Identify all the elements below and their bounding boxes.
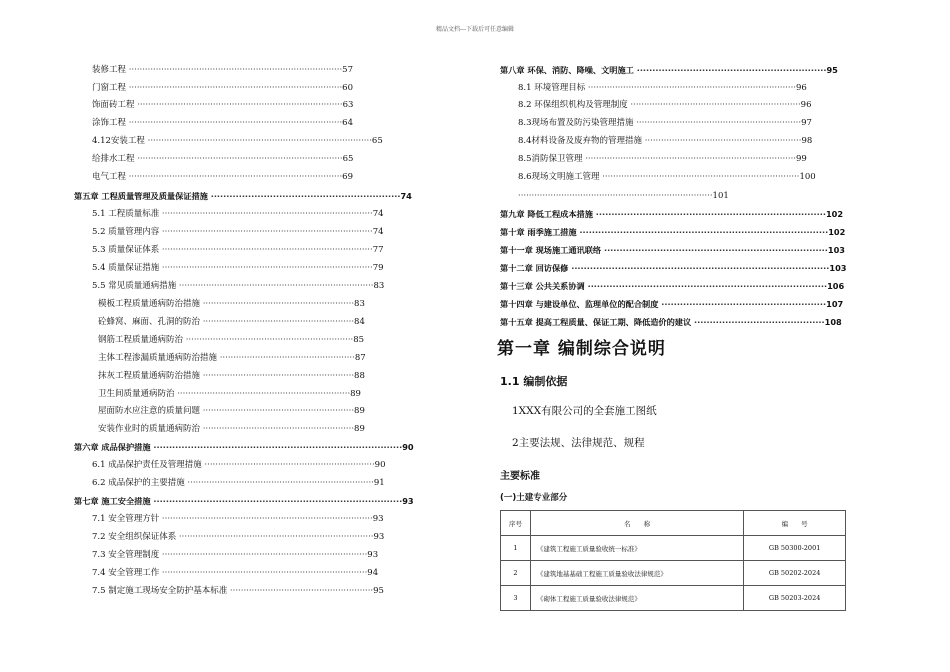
toc-leader-dots: ·············································································· (159, 514, 373, 524)
toc-leader-dots: ························································ (200, 424, 355, 434)
toc-entry-page: 63 (342, 100, 354, 110)
table-row (501, 586, 846, 611)
header-cell-name: 名 称 (530, 511, 743, 536)
row-number: 1 (501, 536, 531, 561)
toc-entry-label: 抹灰工程质量通病防治措施 (98, 371, 201, 381)
toc-leader-dots: ············································································ (134, 154, 343, 164)
toc-entry-page: 98 (801, 136, 813, 146)
left-toc-entry (98, 334, 386, 346)
toc-entry-page: 96 (795, 83, 807, 93)
toc-entry-label: 砼蜂窝、麻面、孔洞的防治 (98, 317, 201, 327)
left-toc-entry (74, 441, 414, 453)
toc-entry-page: 74 (372, 227, 384, 237)
left-toc-entry (92, 135, 412, 147)
toc-entry-label: 第十三章 公共关系协调 (500, 281, 585, 291)
toc-leader-dots: ··············································································· (126, 172, 343, 182)
toc-entry-page: 91 (373, 478, 385, 488)
left-toc-entry (98, 352, 386, 364)
toc-entry-page: 89 (354, 406, 365, 416)
toc-entry-page: 107 (826, 299, 844, 309)
toc-entry-page: 90 (402, 442, 414, 452)
right-toc-entry (500, 64, 838, 76)
toc-leader-dots: ··············································································· (126, 65, 343, 75)
toc-entry-page: 74 (372, 209, 384, 219)
row-name: 《建筑工程施工质量验收统一标准》 (530, 536, 743, 561)
right-toc-entry (518, 135, 834, 147)
toc-leader-dots: ························································ (200, 406, 355, 416)
right-toc-entry (500, 244, 845, 256)
toc-entry-page: 106 (827, 281, 845, 291)
right-toc-entry (518, 171, 842, 183)
toc-entry-label: 饰面砖工程 (92, 100, 135, 110)
row-number: 3 (501, 586, 531, 611)
toc-leader-dots: ····························································· (207, 191, 401, 201)
toc-entry-label: 第十一章 现场施工通讯联络 (500, 245, 602, 255)
toc-entry-label: 涂饰工程 (92, 118, 127, 128)
toc-entry-label: 4.12安装工程 (92, 136, 145, 146)
toc-entry-page: 65 (371, 136, 383, 146)
toc-entry-label: 模板工程质量通病防治措施 (98, 299, 201, 309)
toc-leader-dots: ·························································· (642, 136, 802, 146)
toc-leader-dots: ·············································································· (159, 209, 373, 219)
left-toc-entry (98, 316, 386, 328)
toc-leader-dots: ················································································ (150, 496, 403, 506)
row-code: GB 50202-2024 (744, 561, 846, 586)
row-name: 《砌体工程施工质量验收法律规范》 (530, 586, 743, 611)
toc-leader-dots: ············································································ (159, 568, 368, 578)
toc-leader-dots: ·········································································· (592, 209, 826, 219)
left-toc-entry (92, 513, 410, 525)
toc-leader-dots: ········································································ (518, 191, 713, 201)
toc-entry-page: 89 (354, 424, 365, 434)
left-toc-entry (92, 117, 382, 129)
toc-entry-page: 74 (400, 191, 412, 201)
toc-entry-label: 8.4材料设备及废弃物的管理措施 (518, 136, 643, 146)
toc-leader-dots: ····································································· (184, 478, 374, 488)
toc-entry-page: 83 (354, 299, 365, 309)
toc-leader-dots: ··············································································· (126, 118, 343, 128)
toc-leader-dots: ··············································································· (126, 83, 343, 93)
row-code: GB 50300-2001 (744, 536, 846, 561)
left-toc-entry (92, 226, 410, 238)
right-toc-entry (518, 153, 834, 165)
toc-leader-dots: ············································································ (159, 550, 368, 560)
toc-leader-dots: ············································································· (585, 83, 796, 93)
right-toc-entry (500, 262, 847, 274)
toc-leader-dots: ··················································································· (144, 136, 372, 146)
toc-entry-label: 5.4 质量保证措施 (92, 263, 160, 273)
toc-entry-label: 7.3 安全管理制度 (92, 550, 160, 560)
left-toc-entry (92, 531, 410, 543)
toc-entry-label: 卫生间质量通病防治 (98, 389, 175, 399)
toc-leader-dots: ·············································································· (159, 263, 373, 273)
toc-entry-page: 89 (350, 389, 361, 399)
toc-leader-dots: ··················································································· (568, 263, 830, 273)
toc-entry-label: 7.5 制定施工现场安全防护基本标准 (92, 586, 228, 596)
toc-leader-dots: ············································································ (134, 100, 343, 110)
row-code: GB 50203-2024 (744, 586, 846, 611)
toc-leader-dots: ·············································································· (159, 227, 373, 237)
toc-entry-page: 69 (342, 172, 353, 182)
toc-leader-dots: ·················································· (217, 353, 355, 363)
toc-entry-page: 99 (795, 154, 807, 164)
toc-entry-label: 7.2 安全组织保证体系 (92, 532, 177, 542)
toc-entry-label: 第十章 雨季施工措施 (500, 227, 577, 237)
left-toc-entry (98, 298, 386, 310)
right-toc-entry (500, 298, 844, 310)
toc-entry-label: 6.1 成品保护责任及管理措施 (92, 460, 202, 470)
toc-leader-dots: ············································································· (584, 281, 828, 291)
toc-entry-label: 8.5消防保卫管理 (518, 154, 583, 164)
toc-leader-dots: ·············································································· (159, 245, 373, 255)
toc-leader-dots: ····························································· (633, 65, 827, 75)
toc-entry-page: 94 (367, 568, 379, 578)
toc-entry-page: 101 (712, 191, 729, 201)
header-cell-code: 编 号 (744, 511, 846, 536)
left-toc-entry (92, 153, 382, 165)
toc-entry-label: 第六章 成品保护措施 (74, 442, 151, 452)
toc-entry-label: 5.5 常见质量通病措施 (92, 281, 177, 291)
toc-entry-page: 97 (801, 118, 812, 128)
toc-leader-dots: ························································ (200, 299, 355, 309)
toc-leader-dots: ················································································ (150, 442, 403, 452)
paragraph-2: 2主要法规、法律规范、规程 (512, 437, 645, 449)
toc-entry-page: 85 (353, 335, 365, 345)
toc-leader-dots: ························································ (200, 317, 355, 327)
toc-leader-dots: ····················································· (658, 299, 827, 309)
toc-entry-page: 93 (402, 496, 414, 506)
toc-entry-label: 电气工程 (92, 172, 127, 182)
sub-heading: (一)土建专业部分 (500, 493, 568, 503)
toc-entry-page: 108 (824, 317, 842, 327)
toc-entry-page: 60 (342, 83, 353, 93)
toc-entry-label: 第八章 环保、消防、降噪、文明施工 (500, 65, 634, 75)
section-title: 1.1 编制依据 (500, 375, 568, 388)
toc-entry-label: 给排水工程 (92, 154, 135, 164)
toc-entry-page: 65 (342, 154, 354, 164)
toc-entry-page: 84 (354, 317, 365, 327)
left-toc-entry (98, 405, 386, 417)
toc-entry-page: 95 (373, 586, 384, 596)
left-toc-entry (92, 82, 382, 94)
chapter-title: 第一章 编制综合说明 (497, 339, 666, 359)
toc-entry-label: 第十五章 提高工程质量、保证工期、降低造价的建议 (500, 317, 692, 327)
toc-entry-label: 主体工程渗漏质量通病防治措施 (98, 353, 218, 363)
left-toc-entry (92, 64, 382, 76)
left-toc-entry (74, 495, 414, 507)
toc-entry-label: 5.3 质量保证体系 (92, 245, 160, 255)
table-header-row (501, 511, 846, 536)
left-toc-entry (92, 262, 410, 274)
toc-entry-page: 96 (800, 100, 812, 110)
toc-entry-label: 8.3现场布置及防污染管理措施 (518, 118, 634, 128)
toc-leader-dots: ········································································ (176, 281, 374, 291)
toc-entry-label: 第十二章 回访保修 (500, 263, 569, 273)
toc-entry-label: 8.2 环保组织机构及管理制度 (518, 100, 628, 110)
left-toc-entry (92, 99, 382, 111)
toc-entry-page: 100 (799, 172, 816, 182)
toc-entry-page: 64 (342, 118, 353, 128)
toc-entry-page: 90 (374, 460, 386, 470)
left-toc-entry (98, 388, 386, 400)
main-standards-heading: 主要标准 (500, 471, 540, 482)
toc-entry-label: 门窗工程 (92, 83, 127, 93)
page-header: 精品文档---下载后可任意编辑 (435, 26, 515, 33)
toc-entry-label: 装修工程 (92, 65, 127, 75)
left-toc-entry (92, 549, 404, 561)
left-toc-entry (92, 585, 405, 597)
toc-entry-label: 7.4 安全管理工作 (92, 568, 160, 578)
toc-entry-page: 93 (373, 532, 385, 542)
toc-entry-page: 93 (367, 550, 379, 560)
row-name: 《建筑地基基础工程施工质量验收法律规范》 (530, 561, 743, 586)
right-toc-entry (500, 316, 840, 328)
toc-entry-page: 83 (373, 281, 385, 291)
toc-entry-page: 93 (372, 514, 384, 524)
toc-leader-dots: ········································································ (601, 245, 828, 255)
toc-leader-dots: ········································································· (599, 172, 800, 182)
toc-leader-dots: ····················································· (227, 586, 374, 596)
toc-entry-page: 79 (372, 263, 384, 273)
toc-entry-page: 57 (342, 65, 353, 75)
toc-entry-label: 7.1 安全管理方针 (92, 514, 160, 524)
left-toc-entry (92, 459, 410, 471)
toc-entry-page: 103 (827, 245, 845, 255)
toc-entry-page: 95 (826, 65, 838, 75)
left-toc-entry (92, 244, 410, 256)
toc-leader-dots: ·········································· (691, 317, 825, 327)
left-toc-entry (98, 423, 386, 435)
toc-entry-page: 103 (829, 263, 847, 273)
toc-entry-label: 安装作业时的质量通病防治 (98, 424, 201, 434)
right-toc-entry (500, 226, 846, 238)
toc-leader-dots: ······························································· (201, 460, 375, 470)
toc-entry-label: 第七章 施工安全措施 (74, 496, 151, 506)
standards-table (500, 510, 846, 611)
right-toc-entry (518, 190, 752, 202)
table-row (501, 536, 846, 561)
toc-entry-page: 87 (354, 353, 366, 363)
toc-leader-dots: ····························································· (633, 118, 802, 128)
toc-entry-page: 77 (372, 245, 384, 255)
right-toc-entry (518, 82, 834, 94)
toc-entry-label: 8.6现场文明施工管理 (518, 172, 600, 182)
toc-entry-label: 第九章 降低工程成本措施 (500, 209, 593, 219)
toc-entry-label: 8.1 环境管理目标 (518, 83, 586, 93)
right-toc-entry (518, 99, 834, 111)
row-number: 2 (501, 561, 531, 586)
left-toc-entry (92, 567, 404, 579)
toc-entry-label: 钢筋工程质量通病防治 (98, 335, 184, 345)
left-toc-entry (92, 208, 410, 220)
toc-entry-label: 5.2 质量管理内容 (92, 227, 160, 237)
toc-leader-dots: ······························································ (183, 335, 354, 345)
toc-entry-label: 第五章 工程质量管理及质量保证措施 (74, 191, 208, 201)
left-toc-entry (92, 280, 410, 292)
toc-entry-page: 88 (354, 371, 365, 381)
toc-leader-dots: ························································ (200, 371, 355, 381)
header-cell-number: 序号 (501, 511, 531, 536)
toc-entry-label: 屋面防水应注意的质量问题 (98, 406, 201, 416)
toc-leader-dots: ················································································ (576, 227, 829, 237)
toc-entry-label: 第十四章 与建设单位、监理单位的配合制度 (500, 299, 659, 309)
toc-entry-label: 6.2 成品保护的主要措施 (92, 478, 185, 488)
toc-entry-page: 102 (825, 209, 844, 219)
right-toc-entry (500, 208, 844, 220)
toc-leader-dots: ·············································································· (582, 154, 796, 164)
toc-leader-dots: ································································ (174, 389, 351, 399)
toc-entry-page: 102 (828, 227, 846, 237)
right-toc-entry (518, 117, 834, 129)
table-row (501, 561, 846, 586)
right-toc-entry (500, 280, 845, 292)
left-toc-entry (74, 190, 410, 202)
left-toc-entry (92, 171, 382, 183)
paragraph-1: 1XXX有限公司的全套施工图纸 (512, 405, 657, 417)
toc-entry-label: 5.1 工程质量标准 (92, 209, 160, 219)
left-toc-entry (92, 477, 410, 489)
toc-leader-dots: ······························································· (627, 100, 801, 110)
left-toc-entry (98, 370, 386, 382)
toc-leader-dots: ········································································ (176, 532, 374, 542)
